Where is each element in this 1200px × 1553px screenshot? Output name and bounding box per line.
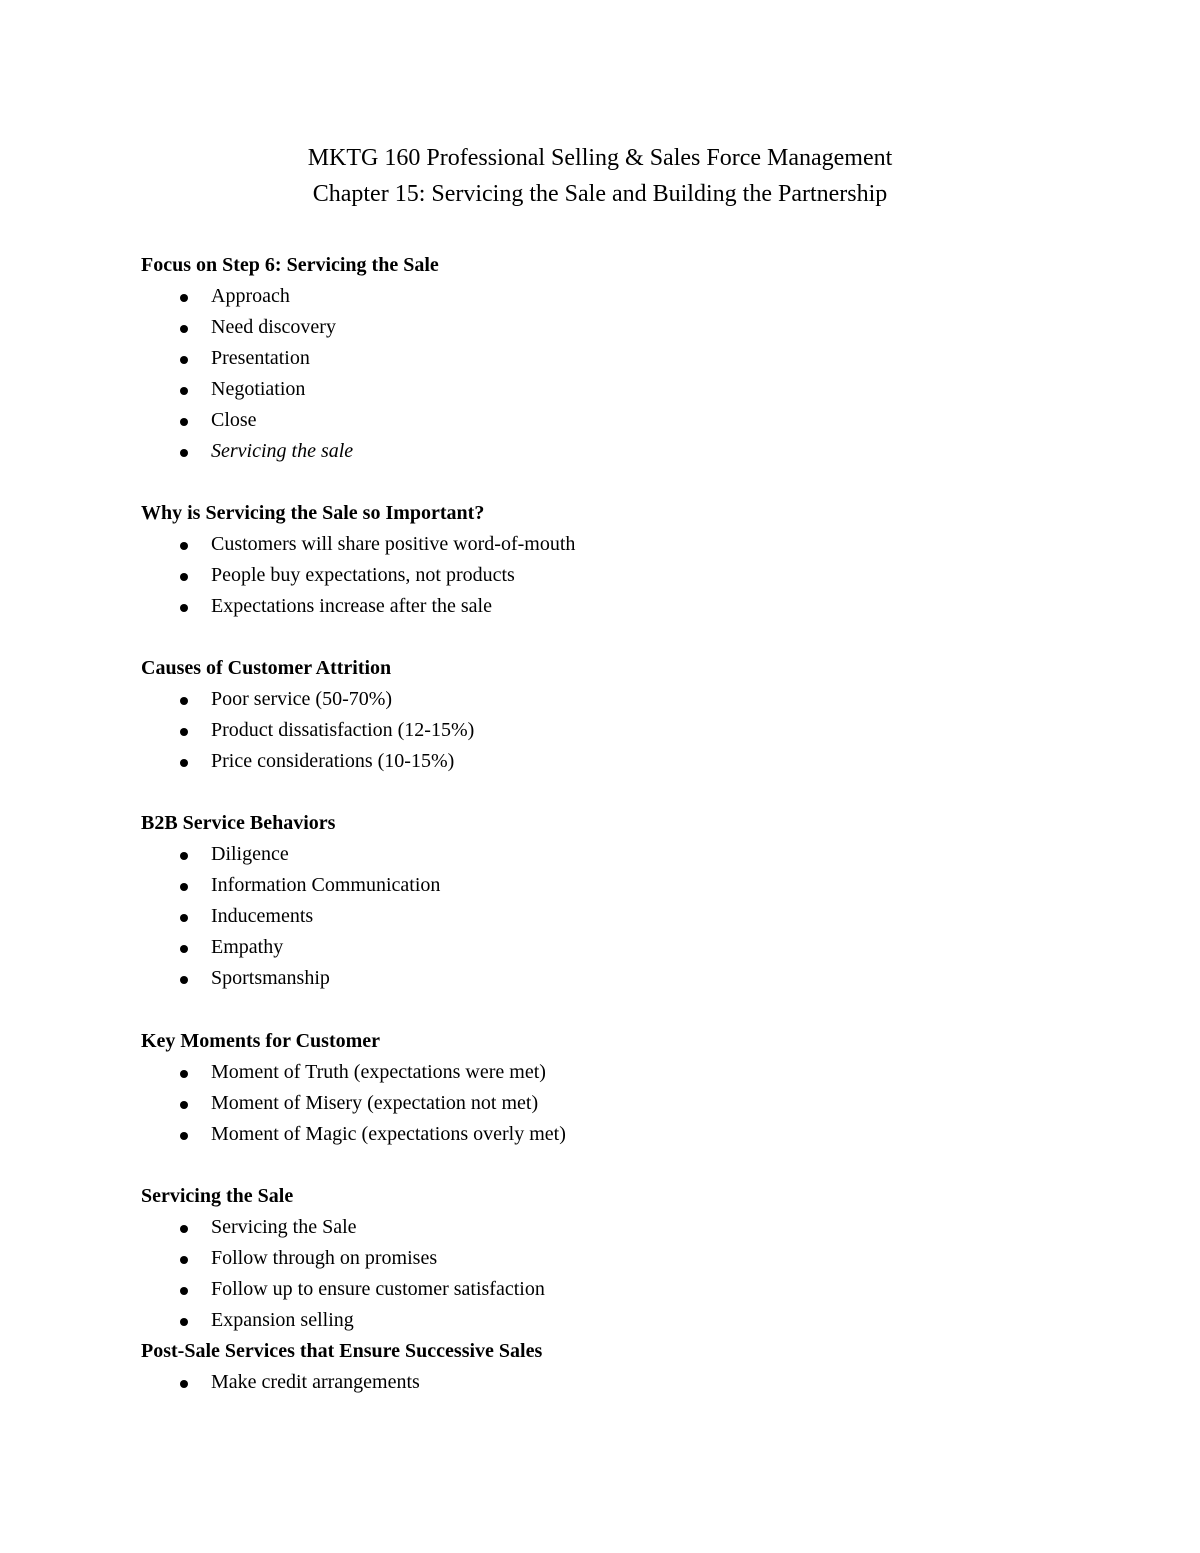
list-item-text: Need discovery bbox=[211, 316, 336, 338]
list-item bbox=[141, 684, 1101, 715]
section-heading: B2B Service Behaviors bbox=[141, 812, 336, 834]
bullet-list bbox=[141, 529, 1101, 622]
list-item-text: Moment of Misery (expectation not met) bbox=[211, 1092, 539, 1114]
list-item-text: Follow up to ensure customer satisfaction bbox=[211, 1278, 545, 1300]
section-why-important bbox=[141, 498, 1101, 622]
list-item-text: Sportsmanship bbox=[211, 967, 330, 989]
list-item bbox=[141, 591, 1101, 622]
bullet-icon bbox=[180, 1070, 188, 1078]
bullet-icon bbox=[180, 387, 188, 395]
bullet-icon bbox=[180, 1287, 188, 1295]
bullet-icon bbox=[180, 325, 188, 333]
bullet-icon bbox=[180, 852, 188, 860]
list-item-text: Diligence bbox=[211, 843, 289, 865]
list-item-text: Approach bbox=[211, 285, 290, 307]
section-heading: Post-Sale Services that Ensure Successive Sales bbox=[141, 1340, 543, 1362]
bullet-list bbox=[141, 1057, 1101, 1150]
list-item-text: Moment of Truth (expectations were met) bbox=[211, 1061, 546, 1083]
list-item-text: Make credit arrangements bbox=[211, 1371, 420, 1393]
bullet-icon bbox=[180, 1101, 188, 1109]
section-heading: Focus on Step 6: Servicing the Sale bbox=[141, 254, 439, 276]
bullet-icon bbox=[180, 914, 188, 922]
list-item-text: Product dissatisfaction (12-15%) bbox=[211, 719, 475, 741]
section-heading: Why is Servicing the Sale so Important? bbox=[141, 502, 485, 524]
list-item bbox=[141, 312, 1101, 343]
bullet-icon bbox=[180, 697, 188, 705]
list-item-text: Information Communication bbox=[211, 874, 441, 896]
list-item bbox=[141, 1305, 1101, 1336]
list-item-text: Moment of Magic (expectations overly met) bbox=[211, 1123, 566, 1145]
bullet-icon bbox=[180, 542, 188, 550]
section-focus-step-6 bbox=[141, 250, 1101, 467]
bullet-icon bbox=[180, 1225, 188, 1233]
list-item-text: Empathy bbox=[211, 936, 284, 958]
chapter-title: Chapter 15: Servicing the Sale and Building the Partnership bbox=[312, 181, 888, 207]
section-key-moments bbox=[141, 1026, 1101, 1150]
list-item bbox=[141, 963, 1101, 994]
bullet-list bbox=[141, 1212, 1101, 1336]
list-item-text: People buy expectations, not products bbox=[211, 564, 515, 586]
bullet-icon bbox=[180, 294, 188, 302]
bullet-icon bbox=[180, 449, 188, 457]
list-item-text: Expectations increase after the sale bbox=[211, 595, 492, 617]
bullet-icon bbox=[180, 1318, 188, 1326]
bullet-list bbox=[141, 1367, 1101, 1398]
bullet-icon bbox=[180, 573, 188, 581]
bullet-icon bbox=[180, 759, 188, 767]
list-item bbox=[141, 1212, 1101, 1243]
list-item bbox=[141, 1119, 1101, 1150]
list-item-text: Inducements bbox=[211, 905, 314, 927]
bullet-icon bbox=[180, 1132, 188, 1140]
list-item-text: Servicing the Sale bbox=[211, 1216, 357, 1238]
list-item-text: Negotiation bbox=[211, 378, 306, 400]
list-item bbox=[141, 343, 1101, 374]
list-item bbox=[141, 1088, 1101, 1119]
bullet-icon bbox=[180, 1380, 188, 1388]
section-customer-attrition bbox=[141, 653, 1101, 777]
document-title: MKTG 160 Professional Selling & Sales Force Management bbox=[307, 145, 893, 171]
bullet-icon bbox=[180, 1256, 188, 1264]
list-item bbox=[141, 870, 1101, 901]
section-heading: Key Moments for Customer bbox=[141, 1030, 381, 1052]
list-item-text: Price considerations (10-15%) bbox=[211, 750, 455, 772]
list-item bbox=[141, 746, 1101, 777]
bullet-icon bbox=[180, 883, 188, 891]
section-servicing-the-sale bbox=[141, 1181, 1101, 1336]
list-item bbox=[141, 901, 1101, 932]
bullet-icon bbox=[180, 976, 188, 984]
section-heading: Servicing the Sale bbox=[141, 1185, 294, 1207]
list-item-text: Expansion selling bbox=[211, 1309, 354, 1331]
bullet-list bbox=[141, 684, 1101, 777]
list-item bbox=[141, 1243, 1101, 1274]
list-item-text: Servicing the sale bbox=[211, 440, 354, 462]
bullet-icon bbox=[180, 945, 188, 953]
list-item-text: Poor service (50-70%) bbox=[211, 688, 393, 710]
list-item-text: Follow through on promises bbox=[211, 1247, 438, 1269]
bullet-icon bbox=[180, 728, 188, 736]
bullet-icon bbox=[180, 418, 188, 426]
list-item-text: Presentation bbox=[211, 347, 310, 369]
list-item bbox=[141, 560, 1101, 591]
list-item bbox=[141, 436, 1101, 467]
list-item bbox=[141, 529, 1101, 560]
list-item bbox=[141, 839, 1101, 870]
list-item bbox=[141, 1274, 1101, 1305]
bullet-list bbox=[141, 281, 1101, 467]
bullet-list bbox=[141, 839, 1101, 994]
bullet-icon bbox=[180, 356, 188, 364]
list-item bbox=[141, 374, 1101, 405]
bullet-icon bbox=[180, 604, 188, 612]
section-b2b-behaviors bbox=[141, 808, 1101, 994]
list-item bbox=[141, 932, 1101, 963]
list-item bbox=[141, 1057, 1101, 1088]
list-item bbox=[141, 715, 1101, 746]
list-item bbox=[141, 405, 1101, 436]
section-post-sale-services bbox=[141, 1336, 1101, 1398]
list-item bbox=[141, 1367, 1101, 1398]
section-heading: Causes of Customer Attrition bbox=[141, 657, 392, 679]
list-item-text: Close bbox=[211, 409, 257, 431]
list-item bbox=[141, 281, 1101, 312]
list-item-text: Customers will share positive word-of-mouth bbox=[211, 533, 576, 555]
